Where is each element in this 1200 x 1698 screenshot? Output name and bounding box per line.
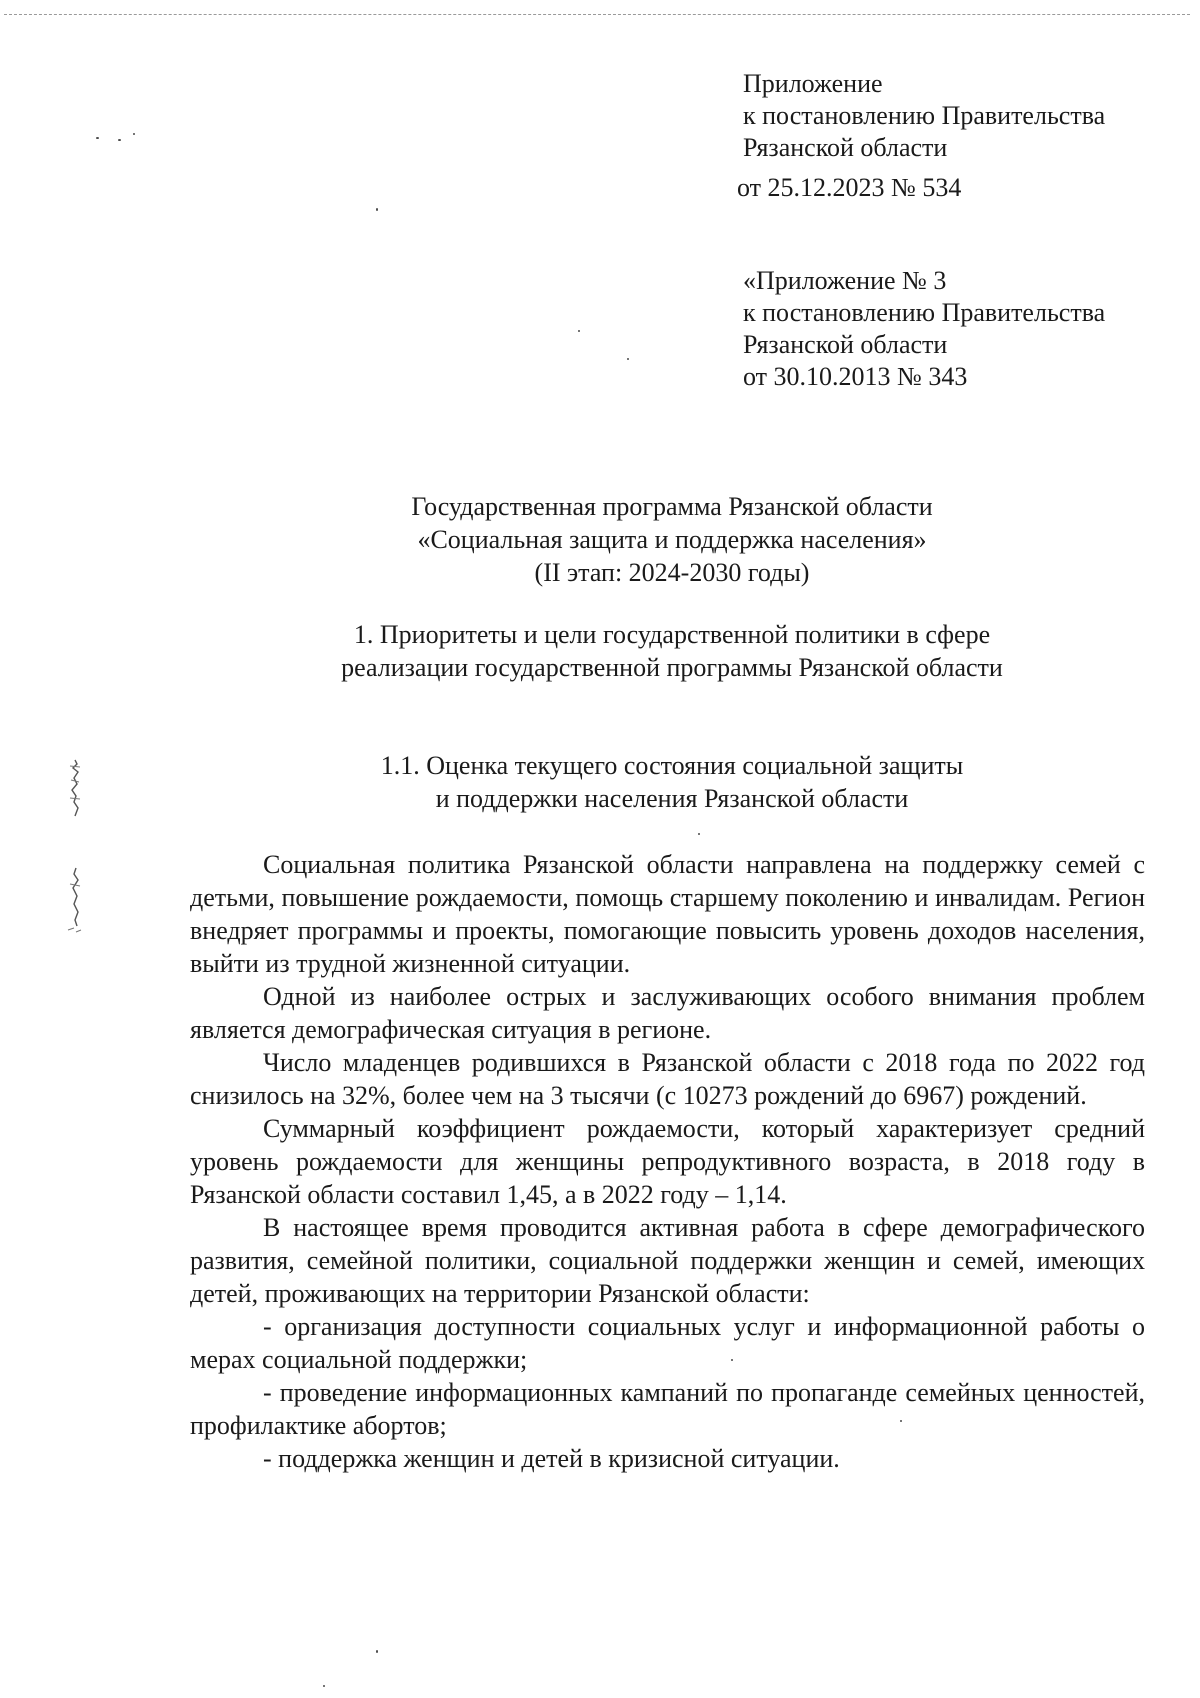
heading-line: реализации государственной программы Рязанской области [341, 653, 1003, 682]
paragraph: В настоящее время проводится активная работа в сфере демографического развития, семейной политики, социальной поддержки женщин и семей, имеющих детей, проживающих на территории Рязанской области: [190, 1213, 1145, 1308]
appendix-line: Приложение [743, 69, 883, 98]
paragraph: Суммарный коэффициент рождаемости, который характеризует средний уровень рождаемости для женщины репродуктивного возраста, в 2018 году в Рязанской области составил 1,45, а в 2022 году – 1,14. [190, 1114, 1145, 1209]
appendix-line: к постановлению Правительства [743, 298, 1106, 327]
appendix-line: «Приложение № 3 [743, 266, 947, 295]
paragraph: Социальная политика Рязанской области направлена на поддержку семей с детьми, повышение рождаемости, помощь старшему поколению и инвалидам. Регион внедряет программы и проекты, помогающие повысить уровень доходов населения, выйти из трудной жизненной ситуации. [190, 850, 1145, 978]
scan-speck [323, 1685, 325, 1687]
scan-speck [376, 1650, 378, 1653]
appendix-date-number: от 30.10.2013 № 343 [743, 362, 968, 391]
scan-speck [627, 358, 629, 360]
scan-speck [118, 139, 121, 141]
scan-edge-line [4, 14, 1190, 15]
title-line: Государственная программа Рязанской области [411, 492, 933, 521]
heading-line: 1. Приоритеты и цели государственной политики в сфере [353, 620, 991, 649]
appendix-line: к постановлению Правительства [743, 101, 1106, 130]
scan-speck [698, 833, 700, 835]
appendix-line: Рязанской области [743, 133, 948, 162]
heading-line: 1.1. Оценка текущего состояния социальной защиты [380, 751, 964, 780]
appendix-header-current [737, 68, 1106, 204]
appendix-header-original [743, 265, 1105, 393]
appendix-date-number: от 25.12.2023 № 534 [737, 173, 962, 202]
heading-line: и поддержки населения Рязанской области [435, 784, 909, 813]
paragraph: Число младенцев родившихся в Рязанской области с 2018 года по 2022 год снизилось на 32%, более чем на 3 тысячи (с 10273 рождений до 6967) рождений. [190, 1048, 1145, 1110]
margin-binding-mark [66, 866, 84, 940]
program-title [72, 490, 1200, 589]
scan-speck [578, 330, 580, 332]
appendix-line: Рязанской области [743, 330, 948, 359]
scan-speck [376, 208, 378, 211]
list-item: - проведение информационных кампаний по пропаганде семейных ценностей, профилактике абортов; [190, 1378, 1145, 1440]
list-item: - организация доступности социальных услуг и информационной работы о мерах социальной поддержки; [190, 1312, 1145, 1374]
list-item: - поддержка женщин и детей в кризисной ситуации. [263, 1444, 840, 1473]
body-text [190, 848, 1145, 1475]
title-line: (II этап: 2024-2030 годы) [534, 558, 810, 587]
scan-speck [96, 137, 99, 139]
section-heading-1 [72, 618, 1200, 684]
section-heading-1-1 [72, 749, 1200, 815]
title-line: «Социальная защита и поддержка населения» [417, 525, 927, 554]
scan-speck [133, 133, 135, 135]
paragraph: Одной из наиболее острых и заслуживающих особого внимания проблем является демографическая ситуация в регионе. [190, 982, 1145, 1044]
